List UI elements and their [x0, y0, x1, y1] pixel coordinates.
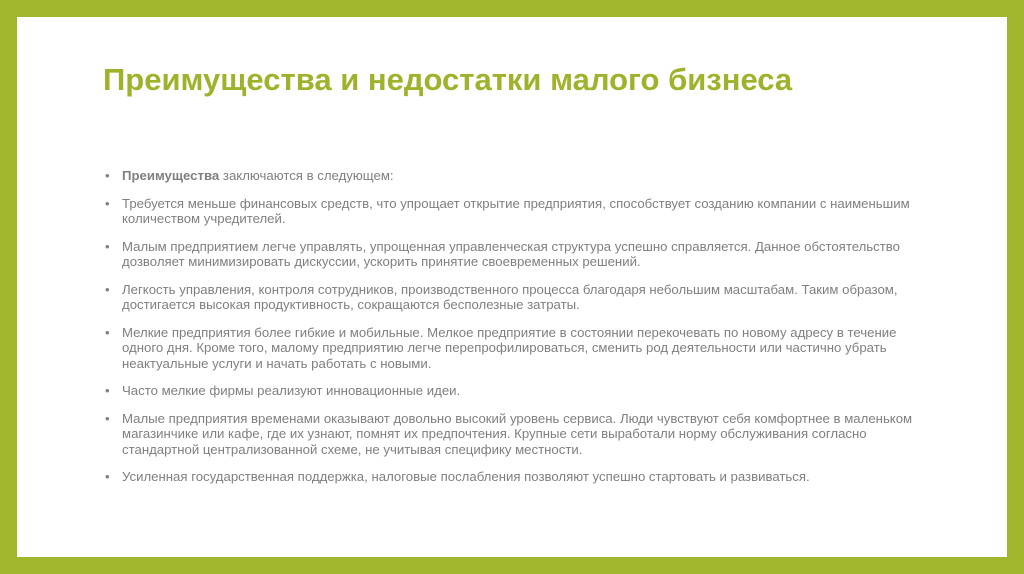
- bullet-dot-icon: •: [105, 195, 110, 211]
- bullet-dot-icon: •: [105, 410, 110, 426]
- bullet-item: [103, 168, 933, 184]
- bullet-item: [103, 469, 933, 485]
- bullet-dot-icon: •: [105, 383, 110, 398]
- bullet-dot-icon: •: [105, 238, 110, 254]
- slide-title: Преимущества и недостатки малого бизнеса: [103, 62, 793, 97]
- bullet-text: Легкость управления, контроля сотрудников, производственного процесса благодаря небольшим масштабам. Таким образом, достигается высокая продуктивность, сокращаются бесполезные затраты.: [122, 281, 898, 312]
- bullet-text: заключаются в следующем:: [219, 168, 394, 183]
- bullet-item: [103, 383, 933, 399]
- bullet-dot-icon: •: [105, 469, 110, 484]
- slide-canvas: [17, 17, 1007, 557]
- bullet-dot-icon: •: [105, 324, 110, 340]
- bullet-text: Малым предприятием легче управлять, упрощенная управленческая структура успешно справляется. Данное обстоятельство дозволяет минимизировать дискуссии, ускорить принятие своевременных решений.: [122, 238, 900, 269]
- bullet-text: Усиленная государственная поддержка, налоговые послабления позволяют успешно стартовать и развиваться.: [122, 469, 810, 484]
- bullet-dot-icon: •: [105, 168, 110, 183]
- bullet-item: [103, 411, 933, 458]
- bullet-list: [103, 168, 933, 497]
- bullet-text: Требуется меньше финансовых средств, что упрощает открытие предприятия, способствует созданию компании с наименьшим количеством учредителей.: [122, 195, 910, 226]
- bullet-item: [103, 196, 933, 227]
- bullet-item: [103, 282, 933, 313]
- bullet-item: [103, 325, 933, 372]
- bullet-dot-icon: •: [105, 281, 110, 297]
- bullet-item: [103, 239, 933, 270]
- bullet-text: Часто мелкие фирмы реализуют инновационные идеи.: [122, 383, 461, 398]
- bullet-text: Малые предприятия временами оказывают довольно высокий уровень сервиса. Люди чувствуют себя комфортнее в маленьком магазинчике или кафе, где их узнают, помнят их предпочтения. Крупные сети выработали норму обслуживания согласно стандартной централизованной схеме, не учитывая специфику местности.: [122, 410, 913, 457]
- bullet-bold-text: Преимущества: [122, 168, 220, 183]
- bullet-text: Мелкие предприятия более гибкие и мобильные. Мелкое предприятие в состоянии перекочевать по новому адресу в течение одного дня. Кроме того, малому предприятию легче перепрофилироваться, сменить род деятельности или частично убрать неактуальные услуги и начать работать с новыми.: [122, 324, 897, 371]
